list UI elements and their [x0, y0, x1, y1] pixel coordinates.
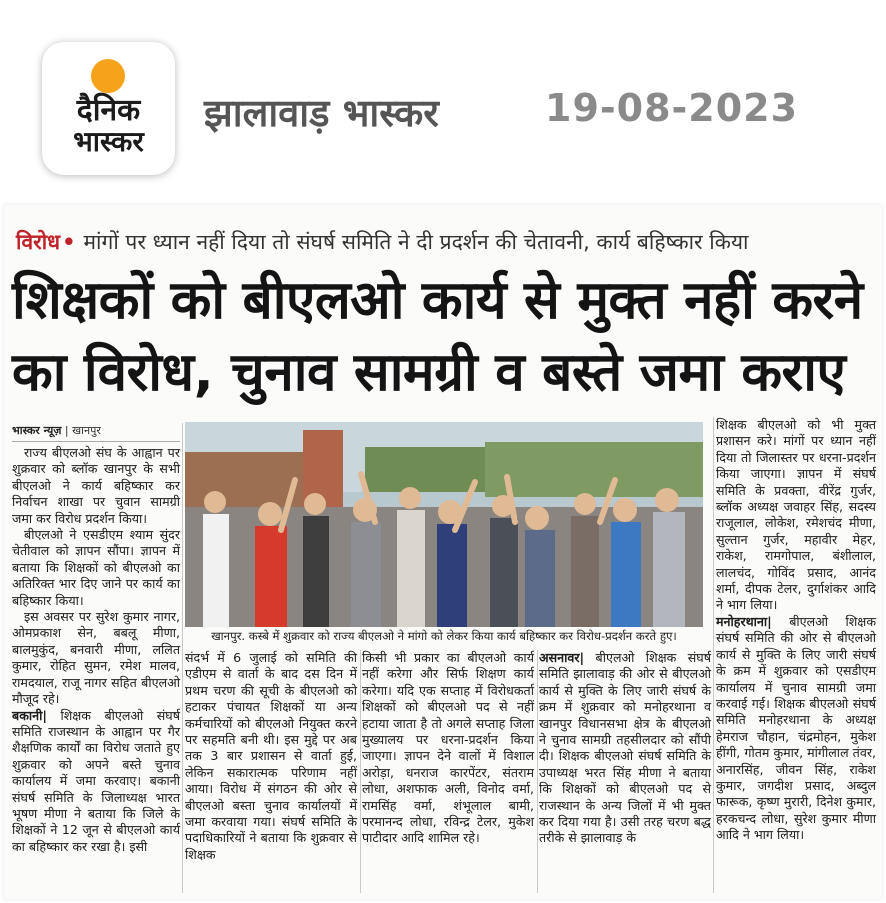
- section-bakani: बकानी|: [12, 707, 47, 723]
- protest-photo-illustration: [185, 422, 703, 627]
- kicker-text: मांगों पर ध्यान नहीं दिया तो संघर्ष समिति ने दी प्रदर्शन की चेतावनी, कार्य बहिष्कार किया: [83, 230, 749, 254]
- col1-paragraph-3: इस अवसर पर सुरेश कुमार नागर, ओमप्रकाश सेन, बबलू मीणा, बालमुकुंद, बनवारी मीणा, ललित कुमार, रोहित सुमन, रमेश मालव, रामदयाल, राजू नागर सहित बीएलओ मौजूद रहे।: [12, 609, 180, 707]
- edition-title: झालावाड़ भास्कर: [204, 91, 439, 135]
- article-column-2: [185, 650, 357, 895]
- col4-paragraph: [539, 650, 711, 847]
- col5-paragraph-1: शिक्षक बीएलओ को भी मुक्त प्रशासन करे। मांगों पर ध्यान नहीं दिया तो जिलास्तर पर धरना-प्रदर्शन किया जाएगा। ज्ञापन में संघर्ष समिति के प्रवक्ता, वीरेंद्र गुर्जर, ब्लॉक अध्यक्ष जवाहर सिंह, सदस्य राजूलाल, लोकेश, रमेशचंद मीणा, सुल्तान गुर्जर, महावीर मेहर, राकेश, रामगोपाल, बंशीलाल, लालचंद, गोविंद प्रसाद, आनंद शर्मा, दीपक टेलर, दुर्गाशंकर आदि ने भाग लिया।: [716, 417, 876, 613]
- col5-paragraph-2: [716, 614, 876, 844]
- byline: भास्कर न्यूज़ | खानपुर: [12, 423, 180, 442]
- col5-paragraph-2-text: बीएलओ शिक्षक संघर्ष समिति की ओर से बीएलओ कार्य से मुक्ति के लिए जारी संघर्ष के क्रम में शुक्रवार को एसडीएम कार्यालय में चुनाव सामग्री जमा करवाई गई। शिक्षक बीएलओ संघर्ष समिति मनोहरथाना के अध्यक्ष हेमराज चौहान, चंद्रमोहन, मुकेश हींगी, गोतम कुमार, मांगीलाल तंवर, अनारसिंह, जीवन सिंह, राकेश कुमार, जगदीश प्रसाद, अब्दुल फारूक, कृष्ण मुरारी, दिनेश कुमार, हरकचन्द लोधा, सुरेश कुमार मीणा आदि ने भाग लिया।: [716, 613, 876, 843]
- section-manoharthana: मनोहरथाना|: [716, 613, 772, 629]
- byline-agency: भास्कर न्यूज़: [12, 424, 62, 437]
- col1-paragraph-1: राज्य बीएलओ संघ के आह्वान पर शुक्रवार को ब्लॉक खानपुर के सभी बीएलओ ने कार्य बहिष्कार कर निर्वाचन शाखा पर चुवान सामग्री जमा कर विरोध प्रदर्शन किया।: [12, 445, 180, 526]
- article-column-1: [12, 445, 180, 895]
- col1-paragraph-4: [12, 708, 180, 856]
- headline-line1: शिक्षकों को बीएलओ कार्य से मुक्त नहीं करने: [12, 270, 863, 331]
- headline-line2: का विरोध, चुनाव सामग्री व बस्ते जमा कराए: [12, 342, 846, 403]
- kicker-bullet: •: [62, 230, 76, 254]
- column-divider: [713, 417, 714, 893]
- headline: [12, 265, 878, 409]
- column-divider: [360, 650, 361, 893]
- news-clipping: [4, 205, 882, 899]
- column-divider: [182, 423, 183, 893]
- section-asnawar: असनावर|: [539, 650, 585, 665]
- page-header: [0, 0, 886, 205]
- byline-place: खानपुर: [72, 424, 101, 437]
- kicker-label: विरोध: [16, 230, 61, 254]
- logo-line1: दैनिक: [76, 93, 141, 128]
- dainik-bhaskar-logo: [42, 42, 175, 175]
- col4-text: बीएलओ शिक्षक संघर्ष समिति झालावाड़ की ओर से बीएलओ कार्य से मुक्ति के लिए जारी संघर्ष के क्रम में शुक्रवार को मनोहरथाना व खानपुर विधानसभा क्षेत्र के बीएलओ ने चुनाव सामग्री तहसीलदार को सौंपी दी। शिक्षक बीएलओ संघर्ष समिति के उपाध्यक्ष भरत सिंह मीणा ने बताया कि शिक्षकों को बीएलओ पद से राजस्थान के अन्य जिलों में भी मुक्त कर दिया गया है। उसी तरह चरण बद्ध तरीके से झालावाड़ के: [539, 650, 711, 846]
- edition-date: 19-08-2023: [545, 86, 799, 130]
- protest-photo: [185, 422, 703, 627]
- logo-line2: भास्कर: [73, 125, 144, 158]
- kicker: [16, 228, 748, 256]
- col1-paragraph-2: बीएलओ ने एसडीएम श्याम सुंदर चेतीवाल को ज्ञापन सौंपा। ज्ञापन में बताया कि शिक्षकों को बीएलओ का अतिरिक्त भार दिए जाने पर कार्य का बहिष्कार किया।: [12, 527, 180, 608]
- col2-text: संदर्भ में 6 जुलाई को समिति की एडीएम से वार्ता के बाद दस दिन में प्रथम चरण की सूची के बीएलओ को हटाकर पंचायत शिक्षकों या अन्य कर्मचारियों को बीएलओ नियुक्त करने पर सहमति बनी थी। इस मुद्दे पर अब तक 3 बार प्रशासन से वार्ता हुई, लेकिन सकारात्मक परिणाम नहीं आया। विरोध में संगठन की ओर से बीएलओ बस्ता चुनाव कार्यालयों में जमा करवाया गया। संघर्ष समिति के पदाधिकारियों ने बताया कि शुक्रवार से शिक्षक: [185, 650, 357, 862]
- col1-paragraph-4-text: शिक्षक बीएलओ संघर्ष समिति राजस्थान के आह्वान पर गैर शैक्षणिक कार्यों का विरोध जताते हुए शुक्रवार को अपने बस्ते चुनाव कार्यालय में जमा करवाए। बकानी संघर्ष समिति के जिलाध्यक्ष भारत भूषण मीणा ने बताया कि जिले के शिक्षकों ने 12 जून से बीएलओ कार्य का बहिष्कार कर रखा है। इसी: [12, 707, 180, 854]
- article-column-5: [716, 417, 876, 895]
- article-column-3: [362, 650, 534, 895]
- column-divider: [537, 650, 538, 893]
- col3-text: किसी भी प्रकार का बीएलओ कार्य नहीं करेगा और सिर्फ शिक्षण कार्य करेगा। यदि एक सप्ताह में विरोधकर्ता शिक्षकों को बीएलओ पद से नहीं हटाया जाता है तो अगले सप्ताह जिला मुख्यालय पर धरना-प्रदर्शन किया जाएगा। ज्ञापन देने वालों में विशाल अरोड़ा, धनराज कारपेंटर, संतराम लोधा, अशफाक अली, विनोद वर्मा, रामसिंह वर्मा, शंभूलाल बामी, परमानन्द लोधा, रविन्द्र टेलर, मुकेश पाटीदार आदि शामिल रहे।: [362, 650, 534, 846]
- photo-caption: खानपुर. कस्बे में शुक्रवार को राज्य बीएलओ ने मांगो को लेकर किया कार्य बहिष्कार कर विरोध-प्रदर्शन करते हुए।: [211, 629, 677, 643]
- article-column-4: [539, 650, 711, 895]
